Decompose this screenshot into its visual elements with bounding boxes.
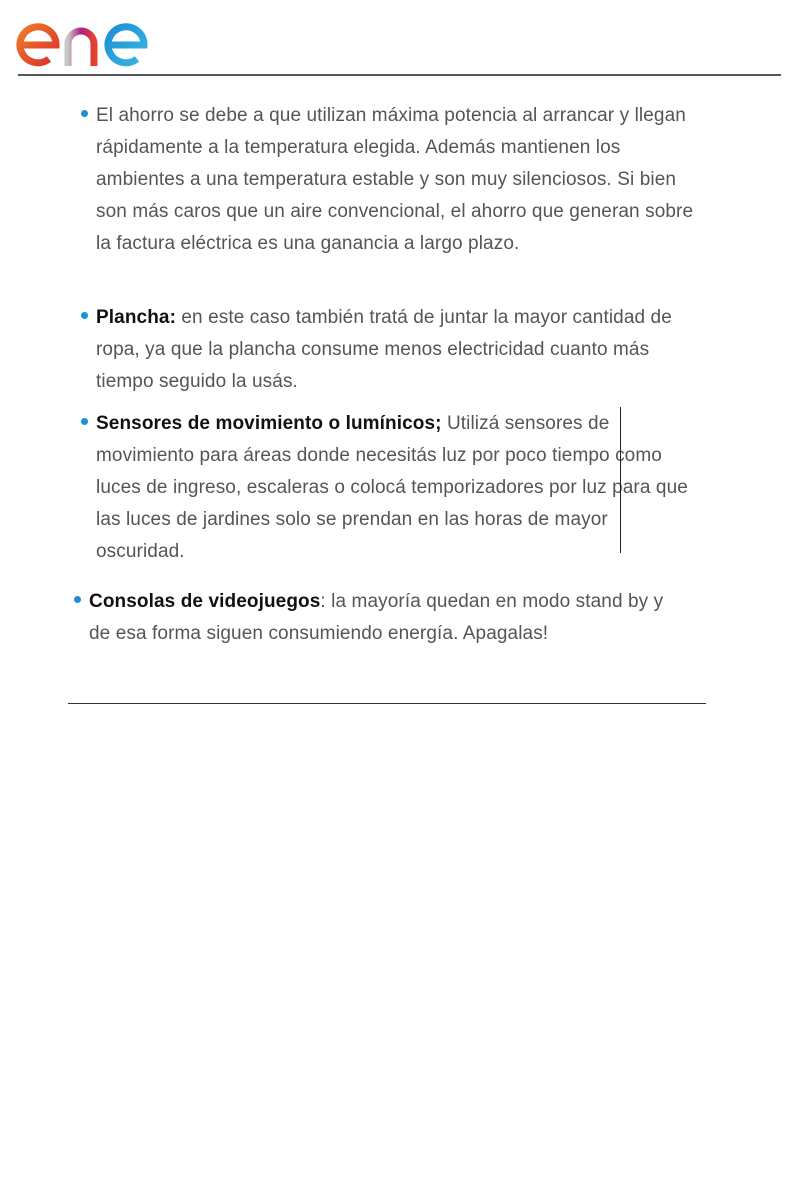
tip-title: Plancha: bbox=[96, 307, 176, 328]
tip-text: : la mayoría quedan en modo stand by y de esa forma siguen consumiendo energía. Apagalas! bbox=[89, 591, 664, 644]
tip-text: El ahorro se debe a que utilizan máxima potencia al arrancar y llegan rápidamente a la temperatura elegida. Además mantienen los ambientes a una temperatura estable y son muy silenciosos. Si bien son más caros que un aire convencional, el ahorro que generan sobre la factura eléctrica es una ganancia a largo plazo. bbox=[96, 105, 694, 254]
list-item bbox=[96, 302, 696, 398]
bullet-icon bbox=[74, 596, 81, 603]
bullet-icon bbox=[81, 110, 88, 117]
tip-text: Utilizá sensores de movimiento para áreas donde necesitás luz por poco tiempo como luces de ingreso, escaleras o colocá temporizadores por luz para que las luces de jardines solo se prendan en las horas de mayor oscuridad. bbox=[96, 413, 688, 562]
bullet-icon bbox=[81, 418, 88, 425]
tip-text: en este caso también tratá de juntar la mayor cantidad de ropa, ya que la plancha consume menos electricidad cuanto más tiempo seguido la usás. bbox=[96, 307, 672, 392]
footer-divider bbox=[68, 703, 706, 704]
list-item bbox=[96, 100, 696, 260]
tip-title: Consolas de videojuegos bbox=[89, 591, 321, 612]
page-header bbox=[0, 0, 800, 76]
header-divider bbox=[18, 74, 781, 76]
list-item bbox=[96, 408, 696, 568]
bullet-icon bbox=[81, 312, 88, 319]
tip-title: Sensores de movimiento o lumínicos; bbox=[96, 413, 442, 434]
list-item bbox=[89, 586, 689, 650]
text-cursor bbox=[620, 407, 621, 553]
enel-logo[interactable] bbox=[16, 6, 180, 68]
